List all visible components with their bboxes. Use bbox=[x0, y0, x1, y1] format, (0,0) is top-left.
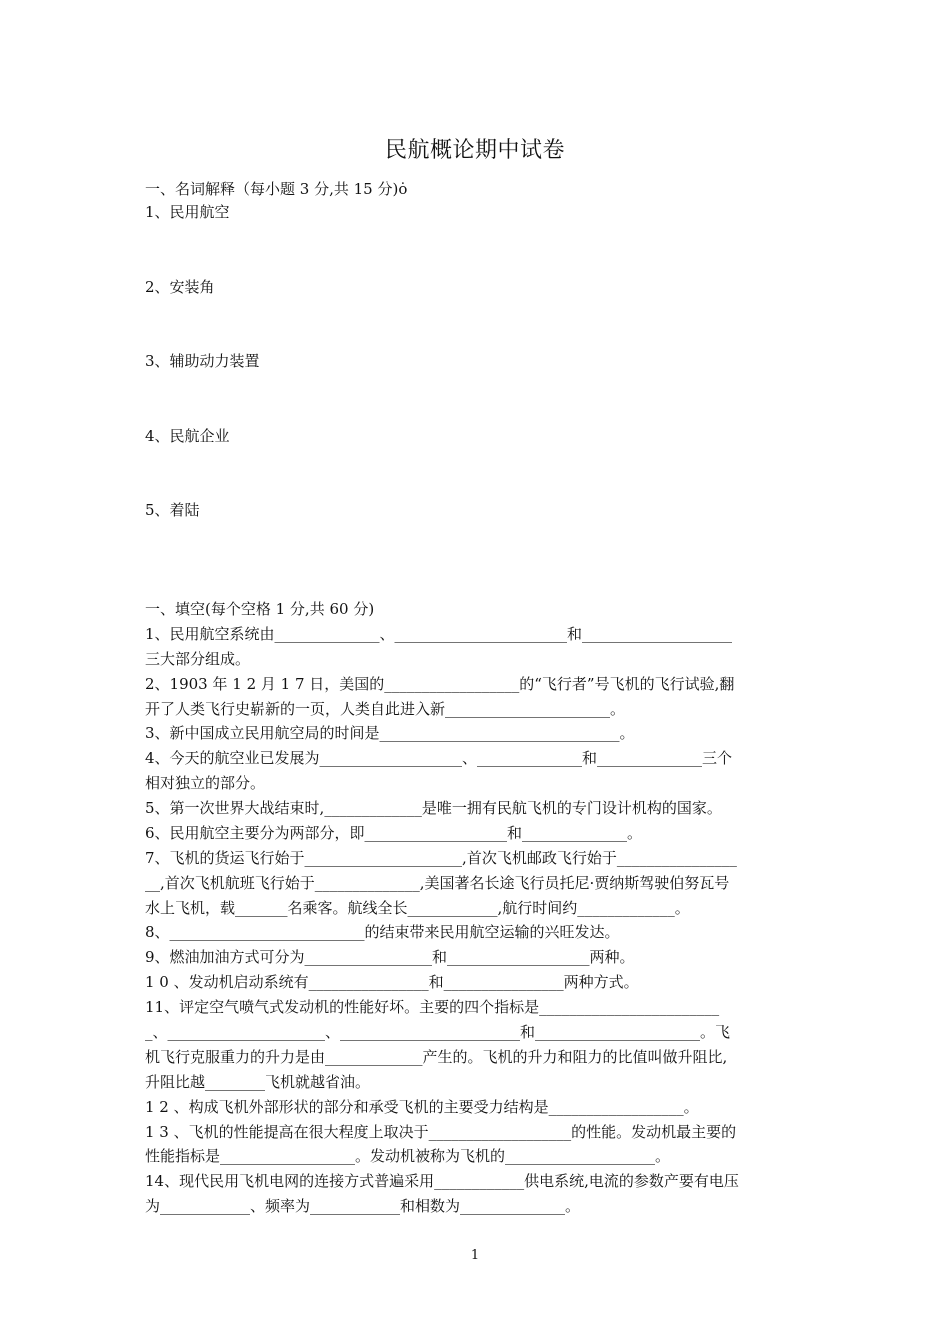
fill-blank-line: 4、今天的航空业已发展为___________________、______________和______________三个 bbox=[145, 749, 733, 767]
fill-blank-line: 三大部分组成。 bbox=[145, 650, 251, 668]
fill-blank-line: 9、燃油加油方式可分为_________________和___________________两种。 bbox=[145, 948, 635, 966]
fill-blank-line: 性能指标是__________________。发动机被称为飞机的____________________。 bbox=[145, 1147, 671, 1165]
page-number: 1 bbox=[470, 1248, 480, 1263]
section2-heading: 一、填空(每个空格 1 分,共 60 分) bbox=[145, 600, 375, 618]
term-item: 4、民航企业 bbox=[145, 427, 230, 445]
fill-blank-line: 1 0 、发动机启动系统有________________和________________两种方式。 bbox=[145, 973, 639, 991]
fill-blank-line: 3、新中国成立民用航空局的时间是________________________________。 bbox=[145, 724, 635, 742]
fill-blank-line: 1 3 、飞机的性能提高在很大程度上取决于___________________的性能。发动机最主要的 bbox=[145, 1123, 737, 1141]
fill-blank-line: 6、民用航空主要分为两部分，即___________________和______________。 bbox=[145, 824, 643, 842]
fill-blank-line: 相对独立的部分。 bbox=[145, 774, 266, 792]
term-item: 3、辅助动力装置 bbox=[145, 352, 260, 370]
section1-heading: 一、名词解释（每小题 3 分,共 15 分)ȯ bbox=[145, 180, 408, 198]
fill-blank-line: __,首次飞机航班飞行始于______________,美国著名长途飞行员托尼·贾纳斯驾驶伯努瓦号 bbox=[145, 874, 730, 892]
fill-blank-line: 开了人类飞行史崭新的一页，人类自此进入新______________________。 bbox=[145, 700, 626, 718]
term-item: 1、民用航空 bbox=[145, 203, 230, 221]
fill-blank-line: 机飞行克服重力的升力是由_____________产生的。飞机的升力和阻力的比值叫做升阻比, bbox=[145, 1048, 728, 1066]
term-item: 5、着陆 bbox=[145, 501, 200, 519]
fill-blank-line: 11、评定空气喷气式发动机的性能好坏。主要的四个指标是________________________ bbox=[145, 998, 720, 1016]
fill-blank-line: 升阻比越________飞机就越省油。 bbox=[145, 1073, 371, 1091]
fill-blank-line: 1、民用航空系统由______________、_______________________和____________________ bbox=[145, 625, 733, 643]
fill-blank-line: 为____________、频率为____________和相数为______________。 bbox=[145, 1197, 581, 1215]
fill-blank-line: 1 2 、构成飞机外部形状的部分和承受飞机的主要受力结构是__________________。 bbox=[145, 1098, 699, 1116]
fill-blank-line: 14、现代民用飞机电网的连接方式普遍采用____________供电系统,电流的参数产要有电压 bbox=[145, 1172, 739, 1190]
fill-blank-line: 2、1903 年 1 2 月 1 7 日，美国的__________________的“飞行者”号飞机的飞行试验,翻 bbox=[145, 675, 735, 693]
fill-blank-line: 5、第一次世界大战结束时,_____________是唯一拥有民航飞机的专门设计机构的国家。 bbox=[145, 799, 722, 817]
fill-blank-line: 7、飞机的货运飞行始于_____________________,首次飞机邮政飞行始于________________ bbox=[145, 849, 737, 867]
fill-blank-line: _、_____________________、________________________和______________________。飞 bbox=[145, 1023, 731, 1041]
fill-blank-line: 8、__________________________的结束带来民用航空运输的兴旺发达。 bbox=[145, 923, 620, 941]
document-title: 民航概论期中试卷 bbox=[384, 138, 565, 163]
fill-blank-line: 水上飞机，载_______名乘客。航线全长____________,航行时间约_____________。 bbox=[145, 899, 690, 917]
term-item: 2、安装角 bbox=[145, 278, 215, 296]
